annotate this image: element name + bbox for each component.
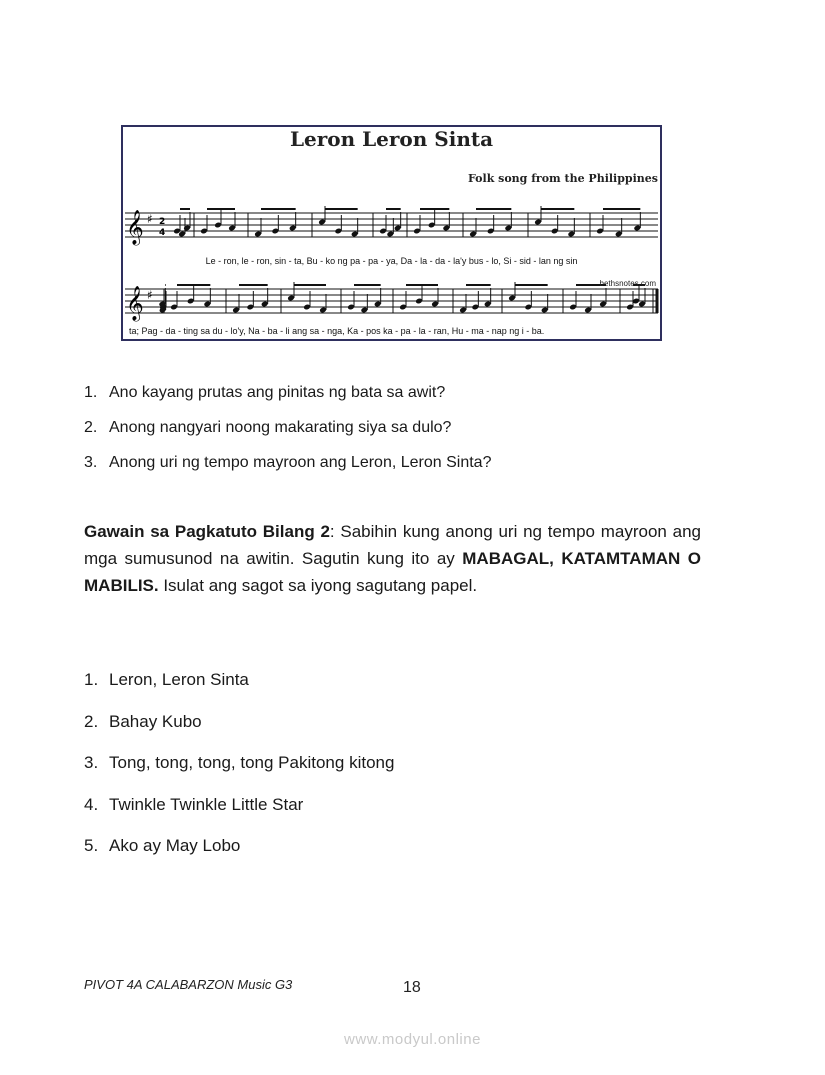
- song-item: 4. Twinkle Twinkle Little Star: [84, 794, 304, 814]
- treble-clef-icon: 𝄞: [126, 286, 144, 321]
- activity-instructions: Gawain sa Pagkatuto Bilang 2: Sabihin kung anong uri ng tempo mayroon ang mga sumusunod na awitin. Sagutin kung ito ay MABAGAL, KATAMTAMAN O MABILIS. Isulat ang sagot sa iyong sagutang papel.: [84, 522, 701, 595]
- watermark: www.modyul.online: [344, 1031, 481, 1048]
- song-item: 5. Ako ay May Lobo: [84, 836, 241, 855]
- song-title: Leron Leron Sinta: [289, 127, 494, 151]
- tempo-choices: MABAGAL, KATAMTAMAN O MABILIS.: [84, 549, 701, 595]
- notes-line-1: [173, 206, 641, 237]
- song-origin: Folk song from the Philippines: [467, 172, 658, 185]
- song-item: 1. Leron, Leron Sinta: [84, 670, 249, 689]
- page-number: 18: [403, 979, 421, 996]
- question-item: 2. Anong nangyari noong makarating siya sa dulo?: [84, 419, 452, 436]
- question-item: 1. Ano kayang prutas ang pinitas ng bata sa awit?: [84, 384, 446, 401]
- notes-line-2: [159, 282, 657, 313]
- lyrics-line-1: Le - ron, le - ron, sin - ta, Bu - ko ng pa - pa - ya, Da - la - da - la'y bus - lo, Si - sid - lan ng sin: [205, 256, 578, 266]
- music-staves: [123, 127, 660, 339]
- song-item: 3. Tong, tong, tong, tong Pakitong kitong: [84, 753, 395, 772]
- song-item: 2. Bahay Kubo: [84, 711, 202, 731]
- song-list: [84, 668, 704, 876]
- sheet-music-image: [121, 125, 662, 341]
- activity-label: Gawain sa Pagkatuto Bilang 2: [84, 522, 330, 541]
- sharp-icon: ♯: [147, 212, 153, 226]
- time-signature: 2: [159, 217, 166, 227]
- question-list: [84, 381, 704, 486]
- credit-text: bethsnotes.com: [599, 279, 656, 288]
- footer-publication: PIVOT 4A CALABARZON Music G3: [84, 977, 293, 992]
- treble-clef-icon: 𝄞: [126, 210, 144, 245]
- time-signature: 4: [159, 228, 166, 238]
- lyrics-line-2: ta; Pag - da - ting sa du - lo'y, Na - ba - li ang sa - nga, Ka - pos ka - pa - la - ran, Hu - ma - nap ng i - ba.: [129, 326, 545, 336]
- question-item: 3. Anong uri ng tempo mayroon ang Leron, Leron Sinta?: [84, 454, 492, 471]
- staff-2: [125, 289, 658, 313]
- sharp-icon: ♯: [147, 288, 153, 302]
